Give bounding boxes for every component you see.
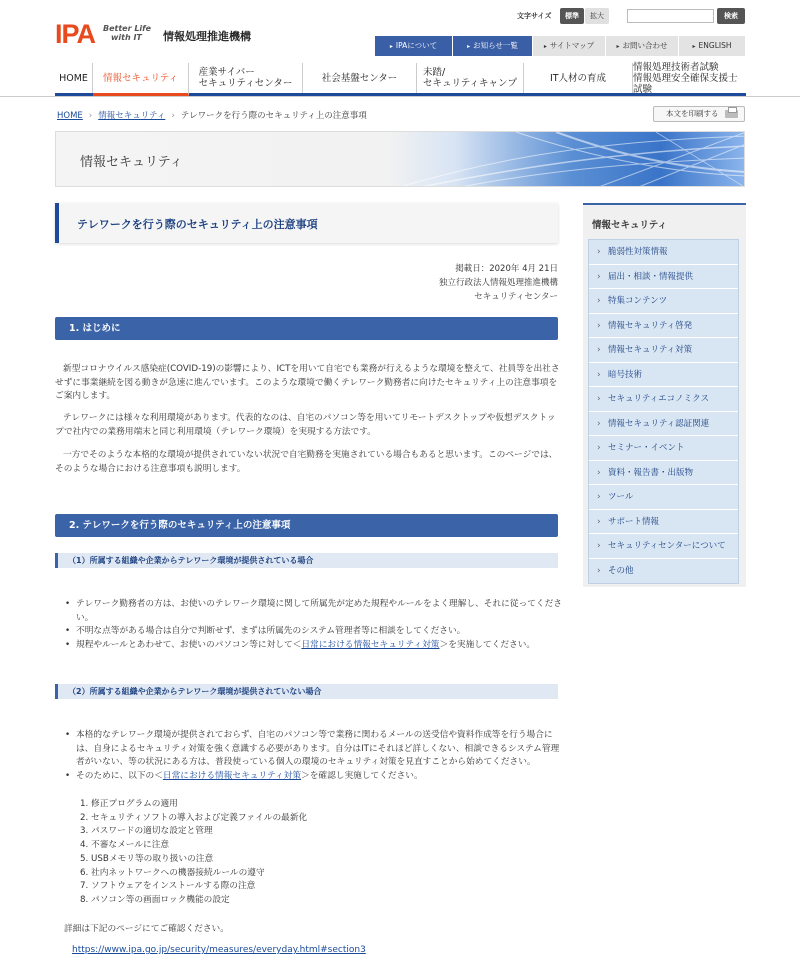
publish-date: 掲載日：2020年 4月 21日	[455, 264, 558, 274]
printer-icon	[725, 110, 738, 118]
detail-note: 詳細は下記のページにてご確認ください。	[64, 924, 229, 934]
sidebar-item-about-center[interactable]: › セキュリティセンターについて	[589, 534, 738, 559]
arrow-right-icon: ▸	[389, 43, 393, 50]
gnav-mitou[interactable]	[417, 63, 524, 93]
breadcrumb-home[interactable]: HOME	[57, 111, 83, 121]
bullet-list-1	[73, 598, 563, 653]
numbered-item: 8. パソコン等の画面ロック機能の設定	[80, 894, 230, 905]
font-large-button[interactable]: 拡大	[585, 8, 609, 24]
page-title-text: テレワークを行う際のセキュリティ上の注意事項	[77, 218, 318, 231]
numbered-list	[80, 798, 307, 908]
list-item-text: ＞を確認し実施してください。	[301, 771, 423, 782]
paragraph-line: プで社内での業務用端末と同じ利用環境（テレワーク環境）を実現する方法です。	[55, 426, 376, 437]
gnav-mitou-line1: 未踏/	[422, 67, 446, 78]
list-item-text: そのために、以下の＜	[76, 771, 163, 782]
list-item-line: • 本格的なテレワーク環境が提供されておらず、自宅のパソコン等で業務に関わるメールの送受信や資料作成等を行う場合に	[76, 730, 553, 740]
chevron-right-icon: ›	[171, 111, 175, 121]
numbered-item: 3. パスワードの適切な設定と管理	[80, 826, 213, 837]
sidebar-item-measures[interactable]: › 情報セキュリティ対策	[589, 338, 738, 363]
breadcrumb	[57, 109, 367, 121]
gnav-mitou-line2: セキュリティキャンプ	[422, 78, 518, 89]
sidebar-item-certification[interactable]: › 情報セキュリティ認証関連	[589, 412, 738, 437]
subnav-news[interactable]	[453, 36, 533, 56]
subnav-about-label: IPAについて	[395, 41, 438, 50]
numbered-item: 4. 不審なメールに注意	[80, 840, 170, 851]
sidebar-item-tools[interactable]: › ツール	[589, 485, 738, 510]
font-size-label: 文字サイズ	[517, 12, 552, 20]
subsection-heading-1: （1）所属する組織や企業からテレワーク環境が提供されている場合	[55, 553, 558, 568]
logo-tagline-1: Better Life	[103, 24, 152, 33]
sidebar-item-publications[interactable]: › 資料・報告書・出版物	[589, 461, 738, 486]
paragraph-line: 一方でそのような本格的な環境が提供されていない状況で自宅勤務を実施されている場合もあると思います。このページでは、	[63, 450, 558, 460]
sidebar-item-other[interactable]: › その他	[589, 559, 738, 584]
publication-meta	[439, 262, 558, 304]
logo-tagline-2: with IT	[111, 33, 142, 42]
list-item	[73, 770, 563, 784]
paragraph-line: ご案内します。	[55, 391, 116, 402]
intro-paragraph-2	[55, 412, 558, 439]
arrow-right-icon: ▸	[692, 43, 696, 50]
gnav-exam-line2: 情報処理安全確保支援士試験	[633, 72, 738, 95]
sidebar-item-features[interactable]: › 特集コンテンツ	[589, 289, 738, 314]
subnav-sitemap-label: サイトマップ	[549, 41, 595, 50]
sidebar-item-crypto[interactable]: › 暗号技術	[589, 363, 738, 388]
logo-tagline	[103, 24, 151, 42]
breadcrumb-security[interactable]: 情報セキュリティ	[98, 111, 166, 121]
bullet-list-2	[73, 729, 563, 784]
subnav-sitemap[interactable]	[533, 36, 606, 56]
intro-paragraph-1	[55, 363, 558, 404]
org-name: 情報処理推進機構	[163, 30, 251, 43]
gnav-social[interactable]: 社会基盤センター	[303, 63, 417, 93]
gnav-it[interactable]: IT人材の育成	[524, 63, 633, 93]
list-item	[73, 598, 563, 625]
gnav-exam-line1: 情報処理技術者試験	[633, 61, 719, 73]
numbered-item: 1. 修正プログラムの適用	[80, 799, 178, 809]
global-nav	[55, 63, 746, 96]
list-item-text: 規程やルールとあわせて、お使いのパソコン等に対して＜	[76, 640, 302, 651]
paragraph-line: そのような場合における注意事項も説明します。	[55, 463, 246, 474]
detail-url-link[interactable]: https://www.ipa.go.jp/security/measures/everyday.html#section3	[72, 945, 366, 955]
gnav-cyber[interactable]	[189, 63, 303, 93]
list-item-line: い。	[76, 612, 94, 623]
section-banner	[55, 131, 745, 187]
font-standard-button[interactable]: 標準	[560, 8, 584, 24]
arrow-right-icon: ▸	[467, 43, 471, 50]
subnav-contact[interactable]	[606, 36, 679, 56]
logo-mark: IPA	[55, 19, 96, 49]
list-item-line: • テレワーク勤務者の方は、お使いのテレワーク環境に関して所属先が定めた規程やルールをよく理解し、それに従ってくださ	[76, 599, 562, 609]
everyday-security-link[interactable]: 日常における情報セキュリティ対策	[301, 640, 440, 651]
sidebar	[583, 203, 746, 587]
print-button[interactable]	[653, 106, 745, 122]
gnav-exam[interactable]	[633, 63, 746, 93]
sidebar-item-seminar[interactable]: › セミナー・イベント	[589, 436, 738, 461]
numbered-item: 5. USBメモリ等の取り扱いの注意	[80, 853, 214, 864]
breadcrumb-current: テレワークを行う際のセキュリティ上の注意事項	[180, 111, 367, 121]
header-divider	[0, 96, 800, 97]
subnav-about[interactable]	[375, 36, 453, 56]
arrow-right-icon: ▸	[543, 43, 547, 50]
gnav-home[interactable]: HOME	[55, 63, 93, 93]
search-button[interactable]: 検索	[717, 8, 745, 24]
page-title	[55, 203, 558, 243]
publisher-org: 独立行政法人情報処理推進機構	[438, 278, 558, 288]
sidebar-menu	[588, 239, 739, 584]
paragraph-line: 新型コロナウイルス感染症(COVID-19)の影響により、ICTを用いて自宅でも業務が行えるような環境を整えて、社員等を出社さ	[63, 364, 560, 374]
ipa-logo[interactable]	[55, 20, 255, 50]
print-button-label: 本文を印刷する	[666, 109, 719, 118]
paragraph-line: せずに事業継続を図る動きが急速に進んでいます。このような環境で働くテレワーク勤務者に向けたセキュリティ上の注意事項を	[55, 377, 558, 388]
gnav-cyber-line1: 産業サイバー	[198, 67, 255, 78]
list-item-text: ＞を実施してください。	[439, 640, 536, 651]
gnav-security[interactable]: 情報セキュリティ	[93, 63, 189, 96]
subsection-heading-2: （2）所属する組織や企業からテレワーク環境が提供されていない場合	[55, 684, 558, 699]
utility-nav	[375, 36, 745, 56]
numbered-item: 6. 社内ネットワークへの機器接続ルールの遵守	[80, 867, 265, 878]
everyday-security-link-2[interactable]: 日常における情報セキュリティ対策	[162, 771, 302, 782]
numbered-item: 7. ソフトウェアをインストールする際の注意	[80, 881, 256, 892]
sidebar-item-vulnerability[interactable]: › 脆弱性対策情報	[589, 240, 738, 265]
list-item-line: は、自身によるセキュリティ対策を強く意識する必要があります。自分はITにそれほど詳しくない、相談できるシステム管理	[76, 743, 560, 754]
chevron-right-icon: ›	[88, 111, 93, 121]
intro-paragraph-3	[55, 449, 558, 476]
banner-title: 情報セキュリティ	[80, 155, 183, 170]
gnav-cyber-line2: セキュリティセンター	[198, 78, 293, 89]
list-item	[73, 625, 563, 639]
list-item	[73, 639, 563, 653]
subnav-news-label: お知らせ一覧	[473, 41, 518, 50]
sidebar-item-economics[interactable]: › セキュリティエコノミクス	[589, 387, 738, 412]
section-heading-2: 2. テレワークを行う際のセキュリティ上の注意事項	[55, 514, 558, 537]
arrow-right-icon: ▸	[616, 43, 620, 50]
sidebar-heading: 情報セキュリティ	[592, 220, 668, 231]
list-item-line: 者がいない、等の状況にある方は、普段使っている個人の環境のセキュリティ対策を見直すことから始めてください。	[76, 757, 536, 768]
subnav-english[interactable]	[679, 36, 745, 56]
paragraph-line: テレワークには様々な利用環境があります。代表的なのは、自宅のパソコン等を用いてリモートデスクトップや仮想デスクトッ	[63, 413, 556, 423]
sidebar-item-awareness[interactable]: › 情報セキュリティ啓発	[589, 314, 738, 339]
sidebar-item-report[interactable]: › 届出・相談・情報提供	[589, 265, 738, 290]
publisher-center: セキュリティセンター	[474, 292, 558, 302]
numbered-item: 2. セキュリティソフトの導入および定義ファイルの最新化	[80, 812, 308, 823]
subnav-contact-label: お問い合わせ	[622, 41, 668, 50]
section-heading-1: 1. はじめに	[55, 317, 558, 340]
search-input[interactable]	[627, 9, 714, 23]
subnav-english-label: ENGLISH	[698, 41, 732, 50]
list-item	[73, 729, 563, 770]
list-item-line: • 不明な点等がある場合は自分で判断せず、まずは所属先のシステム管理者等に相談をしてください。	[76, 626, 466, 637]
sidebar-item-support[interactable]: › サポート情報	[589, 510, 738, 535]
